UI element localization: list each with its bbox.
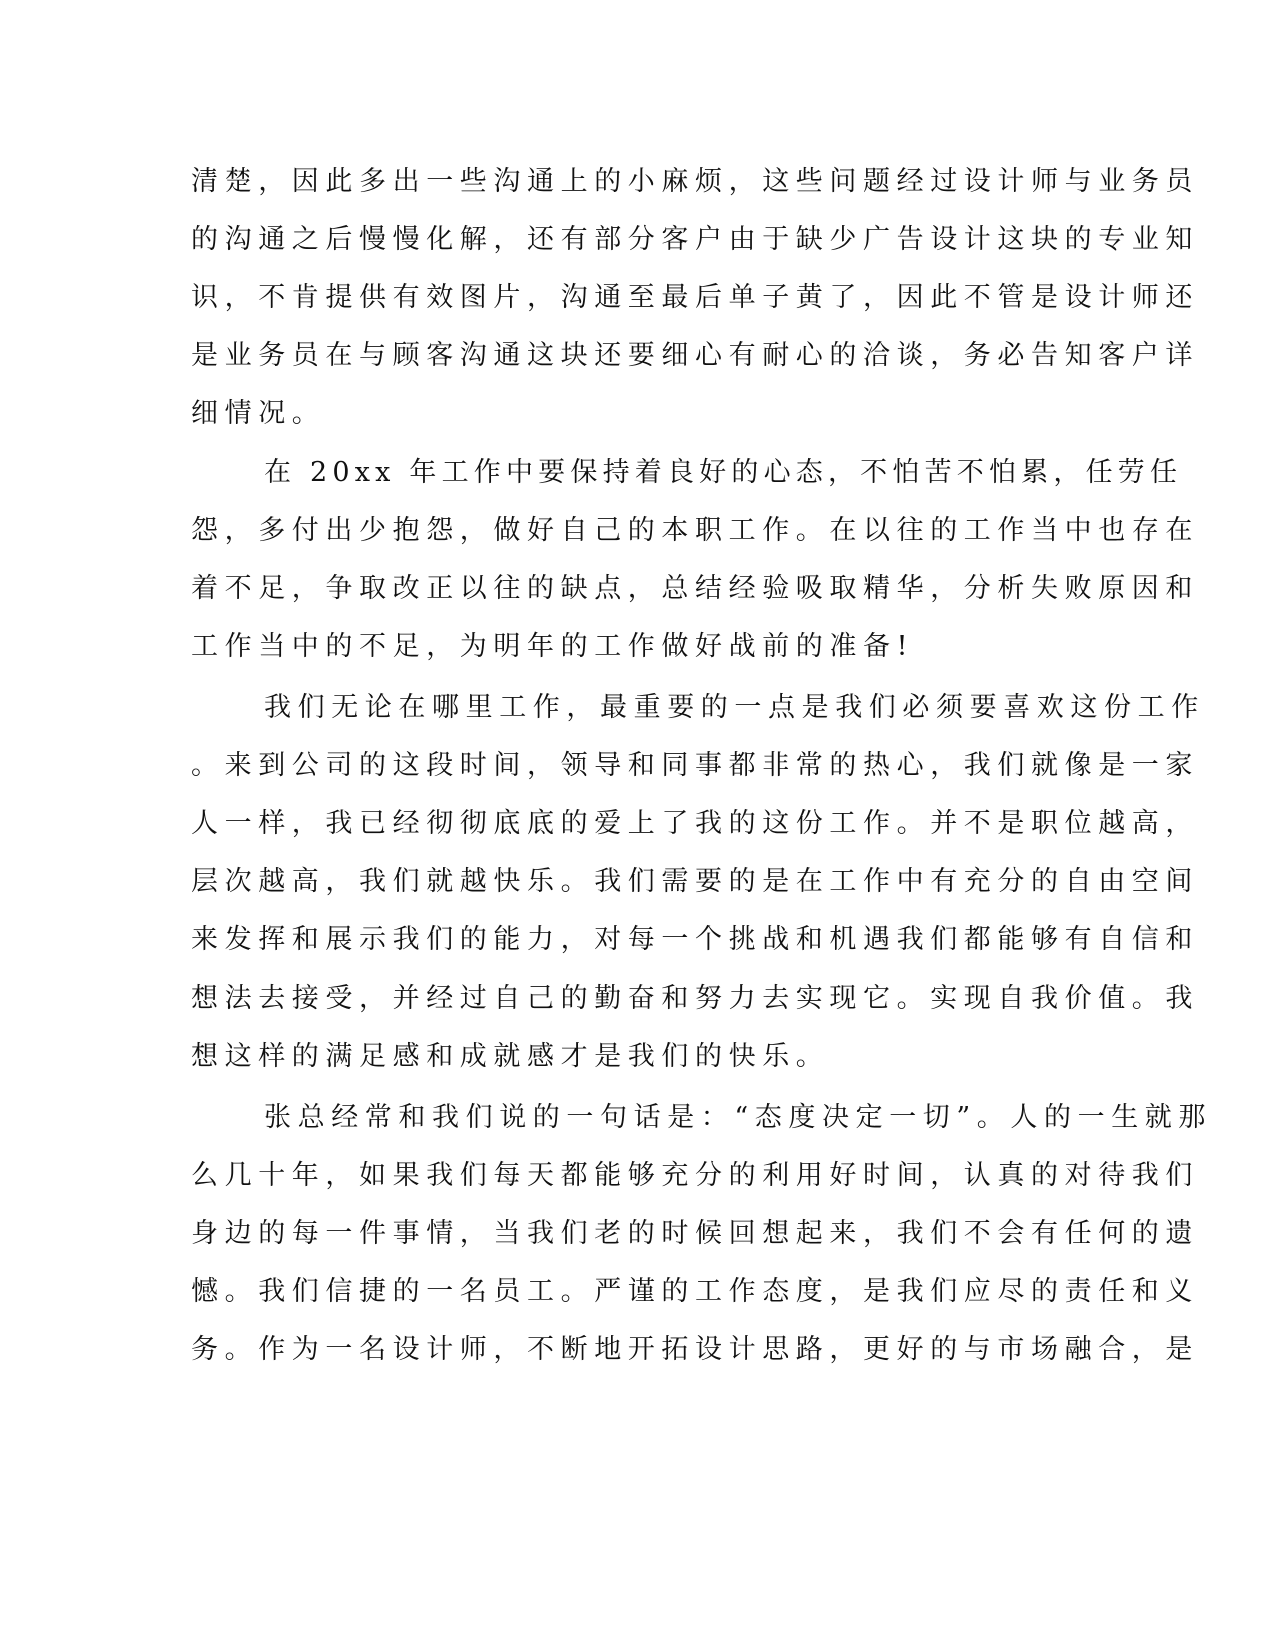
text-line: 清楚，因此多出一些沟通上的小麻烦，这些问题经过设计师与业务员 xyxy=(191,166,1199,197)
text-line: 想这样的满足感和成就感才是我们的快乐。 xyxy=(191,1041,830,1072)
text-line: 层次越高，我们就越快乐。我们需要的是在工作中有充分的自由空间 xyxy=(191,866,1199,897)
paragraph-first-line: 在 20xx 年工作中要保持着良好的心态，不怕苦不怕累，任劳任 xyxy=(264,457,1183,488)
text-line: 憾。我们信捷的一名员工。严谨的工作态度，是我们应尽的责任和义 xyxy=(191,1276,1199,1307)
text-line: 识，不肯提供有效图片，沟通至最后单子黄了，因此不管是设计师还 xyxy=(191,282,1199,313)
text-line: 身边的每一件事情，当我们老的时候回想起来，我们不会有任何的遗 xyxy=(191,1218,1199,1249)
text-line: 人一样，我已经彻彻底底的爱上了我的这份工作。并不是职位越高， xyxy=(191,808,1199,839)
paragraph-first-line: 张总经常和我们说的一句话是：“态度决定一切”。人的一生就那 xyxy=(264,1102,1213,1133)
text-line: 。来到公司的这段时间，领导和同事都非常的热心，我们就像是一家 xyxy=(191,750,1199,781)
text-line: 的沟通之后慢慢化解，还有部分客户由于缺少广告设计这块的专业知 xyxy=(191,224,1199,255)
text-line: 怨，多付出少抱怨，做好自己的本职工作。在以往的工作当中也存在 xyxy=(191,515,1199,546)
text-line: 想法去接受，并经过自己的勤奋和努力去实现它。实现自我价值。我 xyxy=(191,983,1199,1014)
text-line: 着不足，争取改正以往的缺点，总结经验吸取精华，分析失败原因和 xyxy=(191,573,1199,604)
text-line: 工作当中的不足，为明年的工作做好战前的准备! xyxy=(191,631,915,662)
text-line: 细情况。 xyxy=(191,398,326,429)
text-line: 来发挥和展示我们的能力，对每一个挑战和机遇我们都能够有自信和 xyxy=(191,924,1199,955)
text-line: 是业务员在与顾客沟通这块还要细心有耐心的洽谈，务必告知客户详 xyxy=(191,340,1199,371)
text-line: 务。作为一名设计师，不断地开拓设计思路，更好的与市场融合，是 xyxy=(191,1334,1199,1365)
text-line: 么几十年，如果我们每天都能够充分的利用好时间，认真的对待我们 xyxy=(191,1160,1199,1191)
paragraph-first-line: 我们无论在哪里工作，最重要的一点是我们必须要喜欢这份工作 xyxy=(264,692,1205,723)
